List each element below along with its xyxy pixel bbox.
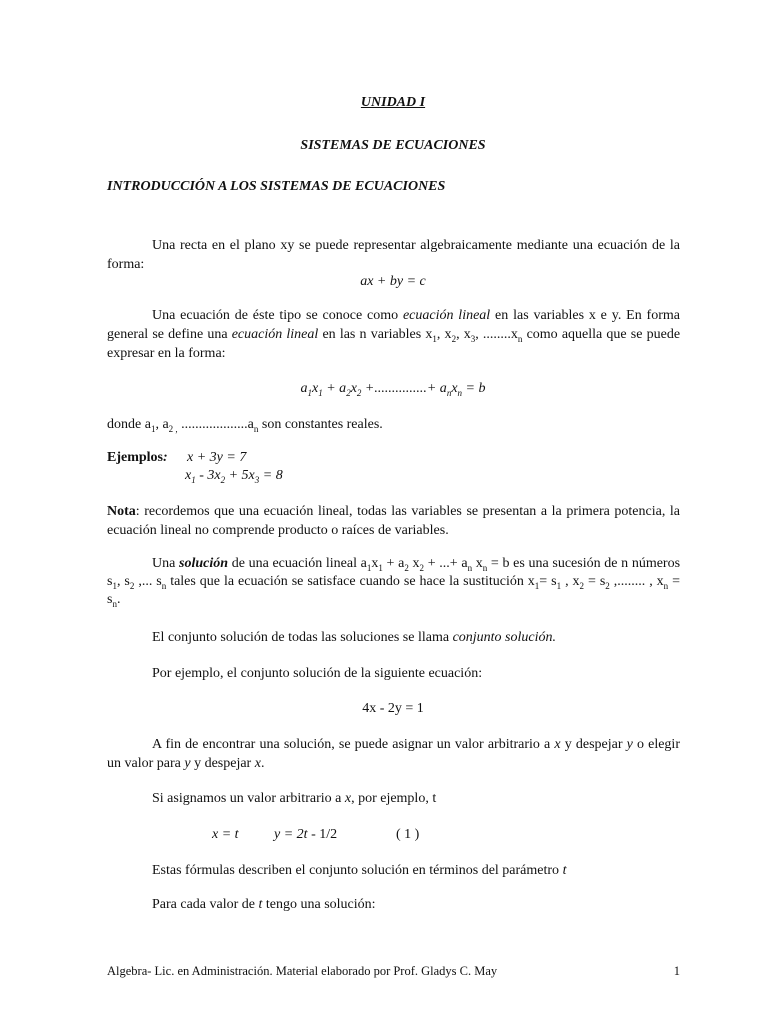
general-linear-equation: $a_1x_1 + a_2x_2$ +...............+ $a_nx_n = b$: [300, 381, 486, 398]
footer-text: Algebra- Lic. en Administración. Material elaborado por Prof. Gladys C. May: [107, 964, 498, 978]
assign-paragraph: Si asignamos un valor arbitrario a x, por ejemplo, t: [152, 791, 437, 806]
example-intro-paragraph: Por ejemplo, el conjunto solución de la siguiente ecuación:: [152, 666, 483, 681]
each-value-paragraph: Para cada valor de t tengo una solución:: [152, 897, 376, 912]
example-equation-1: x + 3y = 7: [187, 450, 247, 465]
formula-line: ax + by = c: [360, 274, 426, 289]
param-y: y = 2t - 1/2: [274, 827, 338, 842]
page-number: 1: [673, 964, 680, 978]
section-heading: INTRODUCCIÓN A LOS SISTEMAS DE ECUACIONES: [107, 179, 446, 194]
solution-set-paragraph: El conjunto solución de todas las soluciones se llama conjunto solución.: [152, 630, 556, 645]
constants-line: donde $a_1$, $a_{2 ,}$ $...................a_n$ son constantes reales.: [107, 417, 383, 434]
param-x: x = t: [212, 827, 239, 842]
formulas-paragraph: Estas fórmulas describen el conjunto solución en términos del parámetro t: [152, 863, 567, 878]
example-equation-3: 4x - 2y = 1: [362, 701, 424, 716]
unit-heading: UNIDAD I: [360, 95, 426, 110]
examples-label: Ejemplos: [107, 450, 163, 465]
paragraph-definition: Una ecuación de éste tipo se conoce como ecuación lineal en las variables x e y. En forma general se define una ecuación lineal en las n variables $x_1$, $x_2$, $x_3$, $........x_n$ como aquella que se puede expresar en la forma:: [107, 308, 681, 361]
solution-paragraph: Una solución de una ecuación lineal $a_1x_1 + a_2$ $x_2$ + ...+ $a_n$ $x_n = b$ es una sucesión de n números $s_1$, $s_2$ ,... $s_n$ tales que la ecuación se satisface cuando se hace la sustitución $x_1= s_1$ , $x_2 = s_2$ ,........ , $x_n = s_n$.: [107, 556, 681, 609]
note-paragraph: Nota: recordemos que una ecuación lineal, todas las variables se presentan a la primera potencia, la ecuación lineal no comprende producto o raíces de variables.: [107, 504, 680, 538]
equation-number: ( 1 ): [396, 827, 420, 842]
paragraph-intro: Una recta en el plano xy se puede representar algebraicamente mediante una ecuación de la forma:: [107, 238, 680, 272]
examples-block: Ejemplos:: [107, 450, 168, 465]
title-heading: SISTEMAS DE ECUACIONES: [300, 138, 486, 153]
page-footer: [107, 962, 680, 981]
example-equation-2: $x_1 - 3x_2 + 5x_3 = 8$: [185, 468, 283, 485]
find-solution-paragraph: A fin de encontrar una solución, se puede asignar un valor arbitrario a x y despejar y o elegir un valor para y y despejar x.: [107, 737, 680, 771]
